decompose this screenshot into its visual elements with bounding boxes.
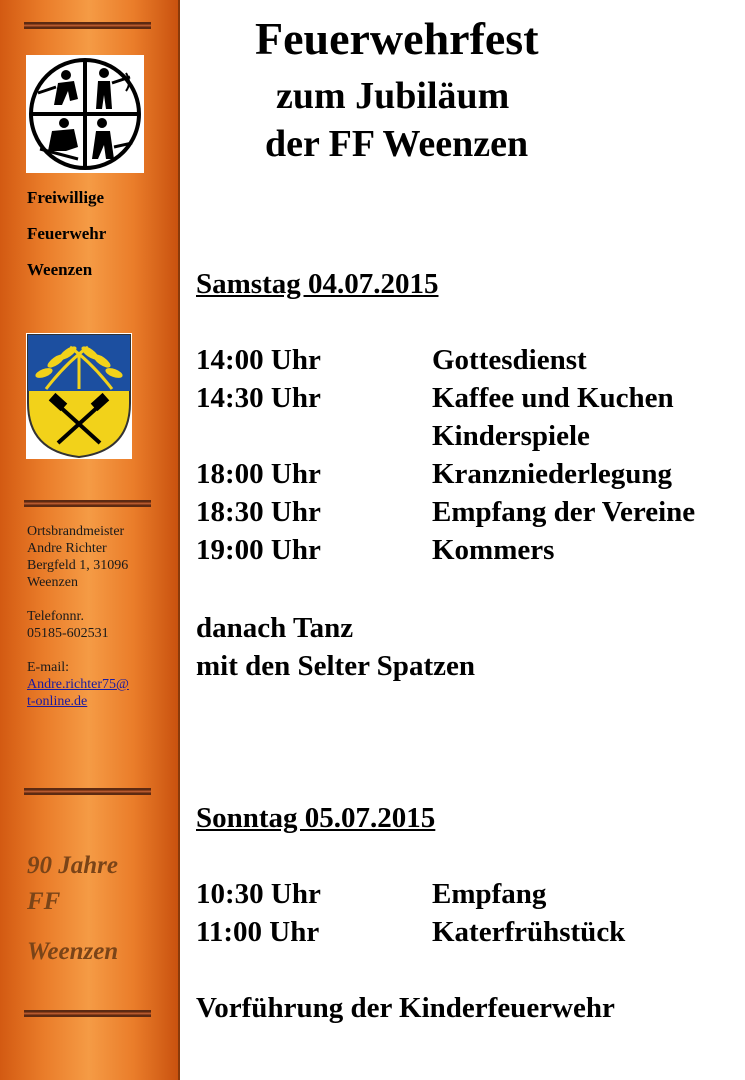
schedule-event: Empfang (432, 878, 547, 910)
org-name-line-3: Weenzen (27, 260, 93, 279)
after-party-line-1: danach Tanz (196, 612, 354, 644)
contact-email-label: E-mail: (27, 660, 69, 675)
schedule-time: 14:30 Uhr (196, 382, 321, 414)
schedule-time: 11:00 Uhr (196, 916, 320, 948)
schedule-event: Katerfrühstück (432, 916, 626, 948)
schedule-event: Kommers (432, 534, 555, 566)
contact-name: Andre Richter (27, 541, 107, 556)
page-title: Feuerwehrfest (255, 13, 539, 64)
saturday-heading: Samstag 04.07.2015 (196, 268, 439, 300)
contact-role: Ortsbrandmeister (27, 524, 125, 539)
contact-email-link-line-1[interactable]: Andre.richter75@ (27, 677, 129, 692)
contact-phone-label: Telefonnr. (27, 609, 84, 624)
schedule-time: 14:00 Uhr (196, 344, 321, 376)
closing-line: Vorführung der Kinderfeuerwehr (196, 992, 615, 1024)
contact-street: Bergfeld 1, 31096 (27, 558, 129, 573)
sidebar (0, 0, 180, 1080)
sidebar-rule-lower (24, 788, 151, 795)
schedule-event: Gottesdienst (432, 344, 587, 376)
org-name-line-2: Feuerwehr (27, 224, 107, 243)
fire-brigade-emblem-icon (26, 55, 144, 173)
schedule-event: Kaffee und Kuchen (432, 382, 674, 414)
schedule-time: 18:30 Uhr (196, 496, 321, 528)
org-name-line-1: Freiwillige (27, 188, 105, 207)
jubilee-line-3: Weenzen (27, 938, 119, 965)
schedule-time: 10:30 Uhr (196, 878, 321, 910)
contact-block (27, 523, 177, 710)
page-subtitle-1: zum Jubiläum (276, 75, 510, 117)
contact-city: Weenzen (27, 575, 78, 590)
sidebar-rule-middle (24, 500, 151, 507)
coat-of-arms-icon (26, 333, 132, 459)
jubilee-line-1: 90 Jahre (27, 852, 118, 879)
jubilee-line-2: FF (27, 888, 61, 915)
schedule-event: Kranzniederlegung (432, 458, 673, 490)
after-party-line-2: mit den Selter Spatzen (196, 650, 475, 682)
sidebar-rule-top (24, 22, 151, 29)
schedule-time: 19:00 Uhr (196, 534, 321, 566)
sunday-heading: Sonntag 05.07.2015 (196, 802, 436, 834)
sidebar-rule-bottom (24, 1010, 151, 1017)
contact-email-link-line-2[interactable]: t-online.de (27, 694, 88, 709)
schedule-time: 18:00 Uhr (196, 458, 321, 490)
schedule-event: Kinderspiele (432, 420, 590, 452)
schedule-event: Empfang der Vereine (432, 496, 696, 528)
page-subtitle-2: der FF Weenzen (265, 123, 529, 165)
contact-phone: 05185-602531 (27, 626, 109, 641)
